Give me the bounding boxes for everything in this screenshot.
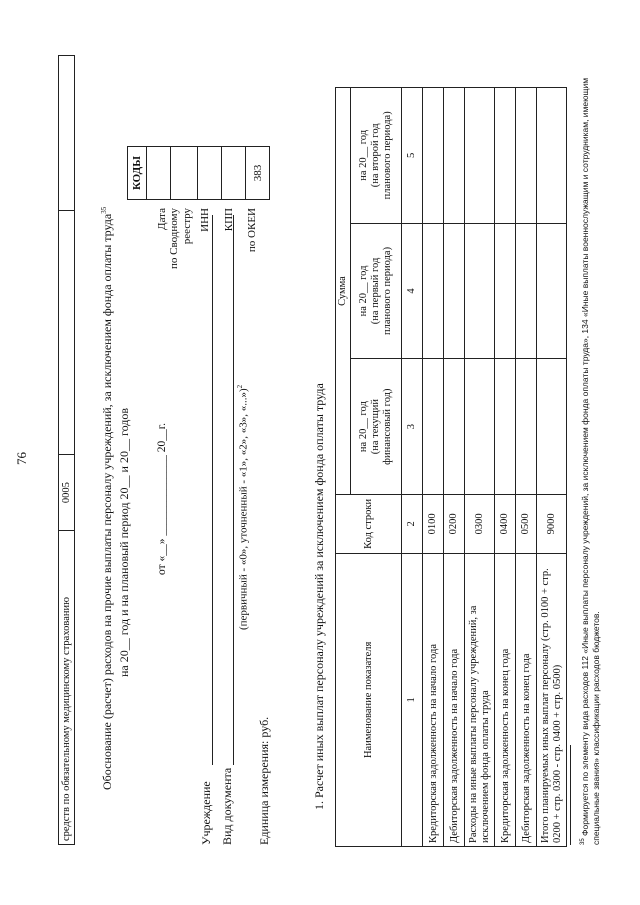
codes-value-okei: 383: [246, 147, 270, 200]
form-title: Обоснование (расчет) расходов на прочие выплаты персоналу учреждений, за исключением фонда оплаты труда$^{35}$: [100, 206, 114, 790]
row-name: Кредиторская задолженность на начало года: [423, 553, 444, 846]
codes-label-kpp: КПП: [222, 208, 235, 232]
top-table-cell: [59, 56, 75, 211]
footnote-rule: [570, 745, 571, 845]
table-row: [465, 88, 495, 847]
header-code: Код строки: [336, 495, 402, 554]
row-value[interactable]: [444, 359, 465, 495]
row-value[interactable]: [423, 359, 444, 495]
table-row: [423, 88, 444, 847]
table-row: [516, 88, 537, 847]
row-value[interactable]: [516, 223, 537, 359]
row-code: 0500: [516, 495, 537, 554]
header-name: Наименование показателя: [336, 553, 402, 846]
codes-label-registry-2: реестру: [181, 208, 194, 245]
form-period: на 20__ год и на плановый период 20__ и 20__ годов: [117, 407, 131, 677]
header-year-1: на 20__ год (на текущий финансовый год): [351, 359, 402, 495]
row-value[interactable]: [423, 223, 444, 359]
codes-label-inn: ИНН: [199, 208, 212, 232]
codes-header: КОДЫ: [128, 147, 147, 200]
codes-value-kpp: [222, 147, 246, 200]
institution-line: [212, 215, 213, 765]
doc-type-line: [233, 215, 234, 765]
row-value[interactable]: [537, 223, 567, 359]
col-number: 3: [402, 359, 423, 495]
row-name: Расходы на иные выплаты персоналу учреждений, за исключением фонда оплаты труда: [465, 553, 495, 846]
row-value[interactable]: [423, 88, 444, 224]
header-year-3: на 20__ год (на второй год планового периода): [351, 88, 402, 224]
institution-label: Учреждение: [199, 781, 213, 845]
column-numbers-row: [402, 88, 423, 847]
codes-value-inn: [198, 147, 222, 200]
row-code: 0200: [444, 495, 465, 554]
row-value[interactable]: [444, 88, 465, 224]
top-continuation-table: [58, 55, 75, 845]
main-table: [335, 87, 567, 847]
row-value[interactable]: [537, 359, 567, 495]
top-table-code: 0005: [59, 454, 75, 530]
top-table-cell: [59, 211, 75, 455]
col-number: 2: [402, 495, 423, 554]
row-value[interactable]: [495, 88, 516, 224]
doc-type-hint: (первичный - «0», уточненный - «1», «2», «3», «...»)$^2$: [236, 384, 250, 630]
row-code: 9000: [537, 495, 567, 554]
row-value[interactable]: [444, 223, 465, 359]
section-title: 1. Расчет иных выплат персоналу учреждений за исключением фонда оплаты труда: [312, 383, 326, 810]
row-value[interactable]: [495, 359, 516, 495]
row-name: Итого планируемых иных выплат персоналу (стр. 0100 + стр. 0200 + стр. 0300 - стр. 0400 + стр. 0500): [537, 553, 567, 846]
row-code: 0100: [423, 495, 444, 554]
codes-value-registry: [171, 147, 198, 200]
row-name: Дебиторская задолженность на начало года: [444, 553, 465, 846]
row-value[interactable]: [465, 359, 495, 495]
footnote: $^{35}$ Формируется по элементу вида расходов 112 «Иные выплаты персоналу учреждений, за исключением фонда оплаты труда», 134 «Иные выплаты военнослужащим и сотрудникам, имеющим специальные звания» классификации расходов бюджетов.: [579, 77, 601, 845]
table-row: [444, 88, 465, 847]
doc-type-label: Вид документа: [220, 767, 234, 845]
form-date: от «__» ______________ 20__г.: [156, 422, 168, 575]
row-code: 0300: [465, 495, 495, 554]
row-name: Кредиторская задолженность на конец года: [495, 553, 516, 846]
row-code: 0400: [495, 495, 516, 554]
codes-label-date: Дата: [156, 208, 168, 230]
header-sum: Сумма: [336, 88, 351, 495]
row-value[interactable]: [516, 88, 537, 224]
col-number: 1: [402, 553, 423, 846]
row-value[interactable]: [495, 223, 516, 359]
codes-value-date: [147, 147, 171, 200]
table-row: [537, 88, 567, 847]
codes-labels: [151, 208, 265, 365]
row-value[interactable]: [516, 359, 537, 495]
row-value[interactable]: [537, 88, 567, 224]
codes-table: [127, 146, 270, 200]
row-value[interactable]: [465, 223, 495, 359]
top-table-label: средств по обязательному медицинскому страхованию: [59, 531, 75, 845]
codes-label-okei: по ОКЕИ: [246, 208, 259, 253]
col-number: 4: [402, 223, 423, 359]
table-row: [495, 88, 516, 847]
page-number: 76: [14, 452, 29, 465]
row-name: Дебиторская задолженность на конец года: [516, 553, 537, 846]
codes-label-registry-1: по Сводному: [168, 208, 181, 270]
row-value[interactable]: [465, 88, 495, 224]
col-number: 5: [402, 88, 423, 224]
header-year-2: на 20__ год (на первый год планового периода): [351, 223, 402, 359]
unit-label: Единица измерения: руб.: [257, 716, 271, 845]
